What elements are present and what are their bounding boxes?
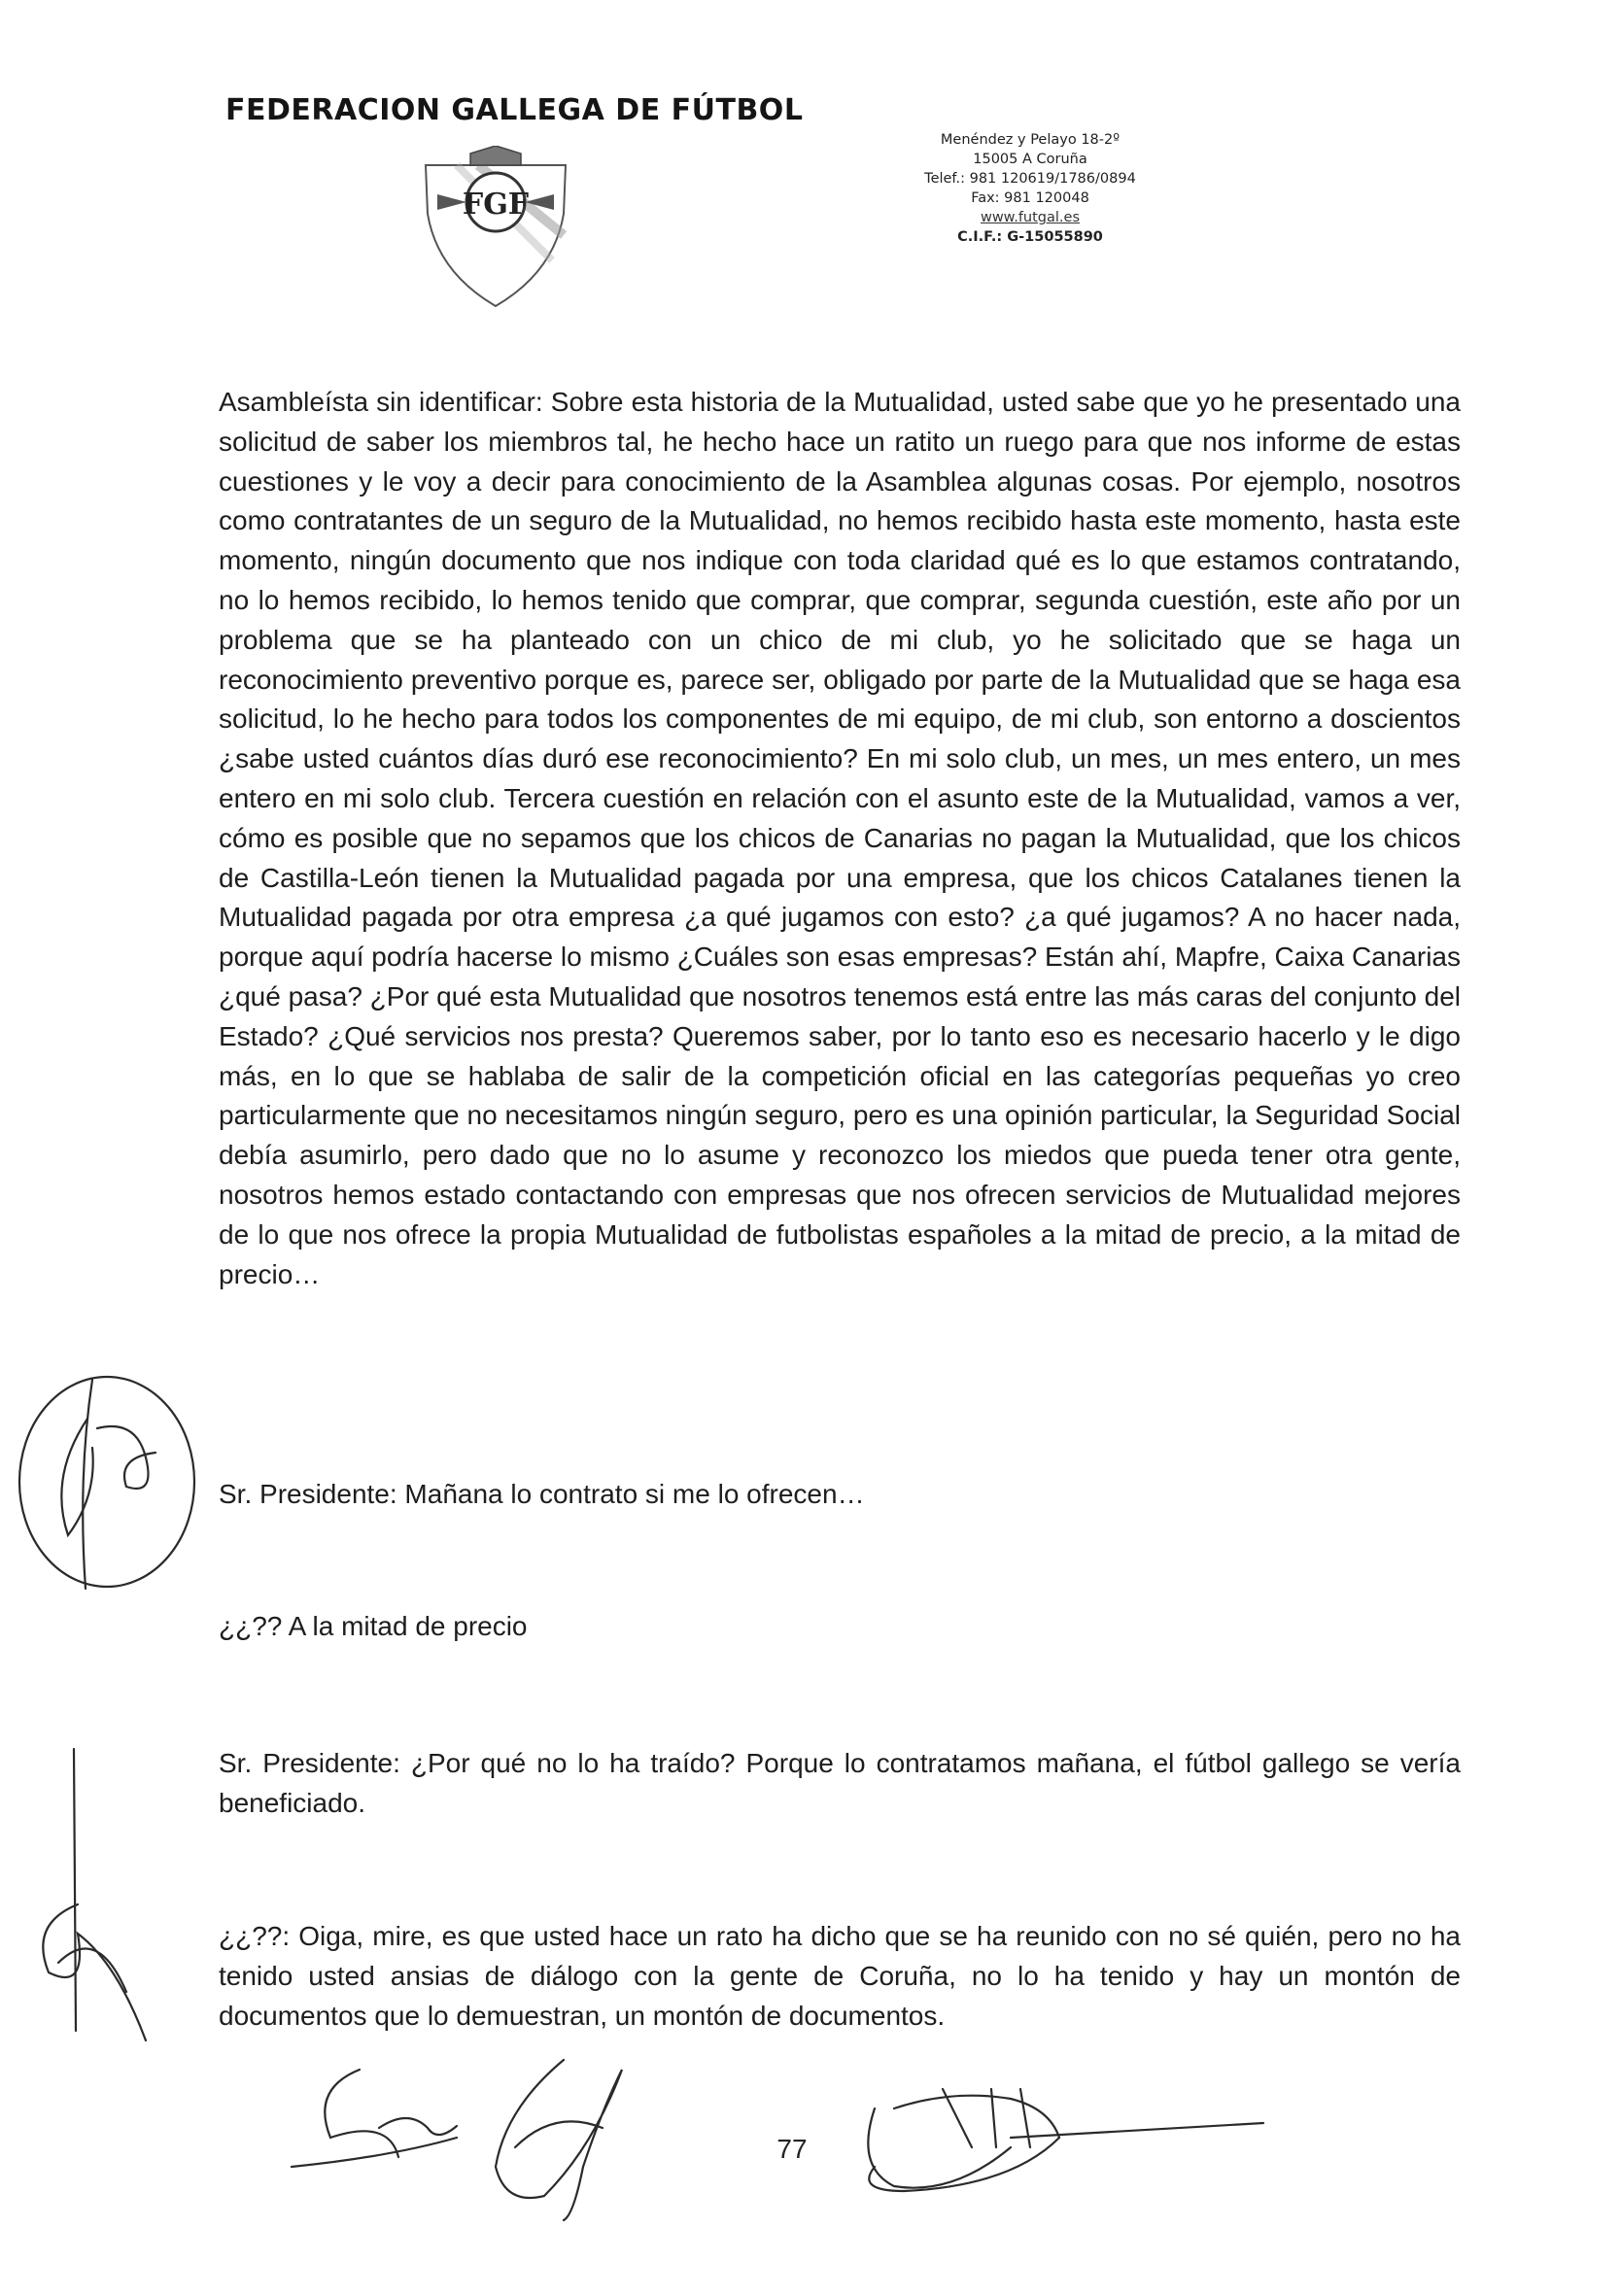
paragraph-unknown-speaker-closing: ¿¿??: Oiga, mire, es que usted hace un rato ha dicho que se ha reunido con no sé quién, pero no ha tenido usted ansias de diálogo con la gente de Coruña, no lo ha tenido y hay un montón de documentos que lo demuestran, un montón de documentos.	[219, 1921, 1461, 2031]
paragraph-president-question: Sr. Presidente: ¿Por qué no lo ha traído? Porque lo contratamos mañana, el fútbol gallego se vería beneficiado.	[219, 1748, 1461, 1818]
paragraph-assembly-member: Asambleísta sin identificar: Sobre esta historia de la Mutualidad, usted sabe que yo he presentado una solicitud de saber los miembros tal, he hecho hace un ratito un ruego para que nos informe de estas cuestiones y le voy a decir para conocimiento de la Asamblea algunas cosas. Por ejemplo, nosotros como contratantes de un seguro de la Mutualidad, no hemos recibido hasta este momento, hasta este momento, ningún documento que nos indique con toda claridad qué es lo que estamos contratando, no lo hemos recibido, lo hemos tenido que comprar, que comprar, segunda cuestión, este año por un problema que se ha planteado con un chico de mi club, yo he solicitado que se haga un reconocimiento preventivo porque es, parece ser, obligado por parte de la Mutualidad que se haga esa solicitud, lo he hecho para todos los componentes de mi equipo, de mi club, son entorno a doscientos ¿sabe usted cuántos días duró ese reconocimiento? En mi solo club, un mes, un mes entero, un mes entero en mi solo club. Tercera cuestión en relación con el asunto este de la Mutualidad, vamos a ver, cómo es posible que no sepamos que los chicos de Canarias no pagan la Mutualidad, que los chicos de Castilla-León tienen la Mutualidad pagada por una empresa, que los chicos Catalanes tienen la Mutualidad pagada por otra empresa ¿a qué jugamos con esto? ¿a qué jugamos? A no hacer nada, porque aquí podría hacerse lo mismo ¿Cuáles son esas empresas? Están ahí, Mapfre, Caixa Canarias ¿qué pasa? ¿Por qué esta Mutualidad que nosotros tenemos está entre las más caras del conjunto del Estado? ¿Qué servicios nos presta? Queremos saber, por lo tanto eso es necesario hacerlo y le digo más, en lo que se hablaba de salir de la competición oficial en las categorías pequeñas yo creo particularmente que no necesitamos ningún seguro, pero es una opinión particular, la Seguridad Social debía asumirlo, pero dado que no lo asume y reconozco los miedos que pueda tener otra gente, nosotros hemos estado contactando con empresas que nos ofrecen servicios de Mutualidad mejores de lo que nos ofrece la propia Mutualidad de futbolistas españoles a la mitad de precio, a la mitad de precio…	[219, 387, 1461, 1289]
address-city: 15005 A Coruña	[973, 152, 1087, 167]
crest-letters: FGF	[462, 188, 530, 222]
address-phone: Telef.: 981 120619/1786/0894	[924, 171, 1136, 187]
address-street: Menéndez y Pelayo 18-2º	[940, 132, 1121, 148]
website-link[interactable]: www.futgal.es	[980, 210, 1081, 225]
organization-name: FEDERACION GALLEGA DE FÚTBOL	[225, 93, 804, 127]
address-block	[904, 130, 1156, 247]
cif-number: C.I.F.: G-15055890	[957, 229, 1103, 245]
address-fax: Fax: 981 120048	[971, 190, 1089, 206]
margin-signature-vertical	[19, 1739, 175, 2050]
paragraph-unknown-speaker: ¿¿?? A la mitad de precio	[219, 1611, 528, 1641]
footer-signatures	[272, 2050, 1283, 2225]
paragraph-president-reply: Sr. Presidente: Mañana lo contrato si me lo ofrecen…	[219, 1479, 865, 1509]
federation-crest-icon	[418, 146, 573, 311]
margin-signature-circle	[10, 1360, 204, 1613]
page-number: 77	[776, 2134, 808, 2164]
